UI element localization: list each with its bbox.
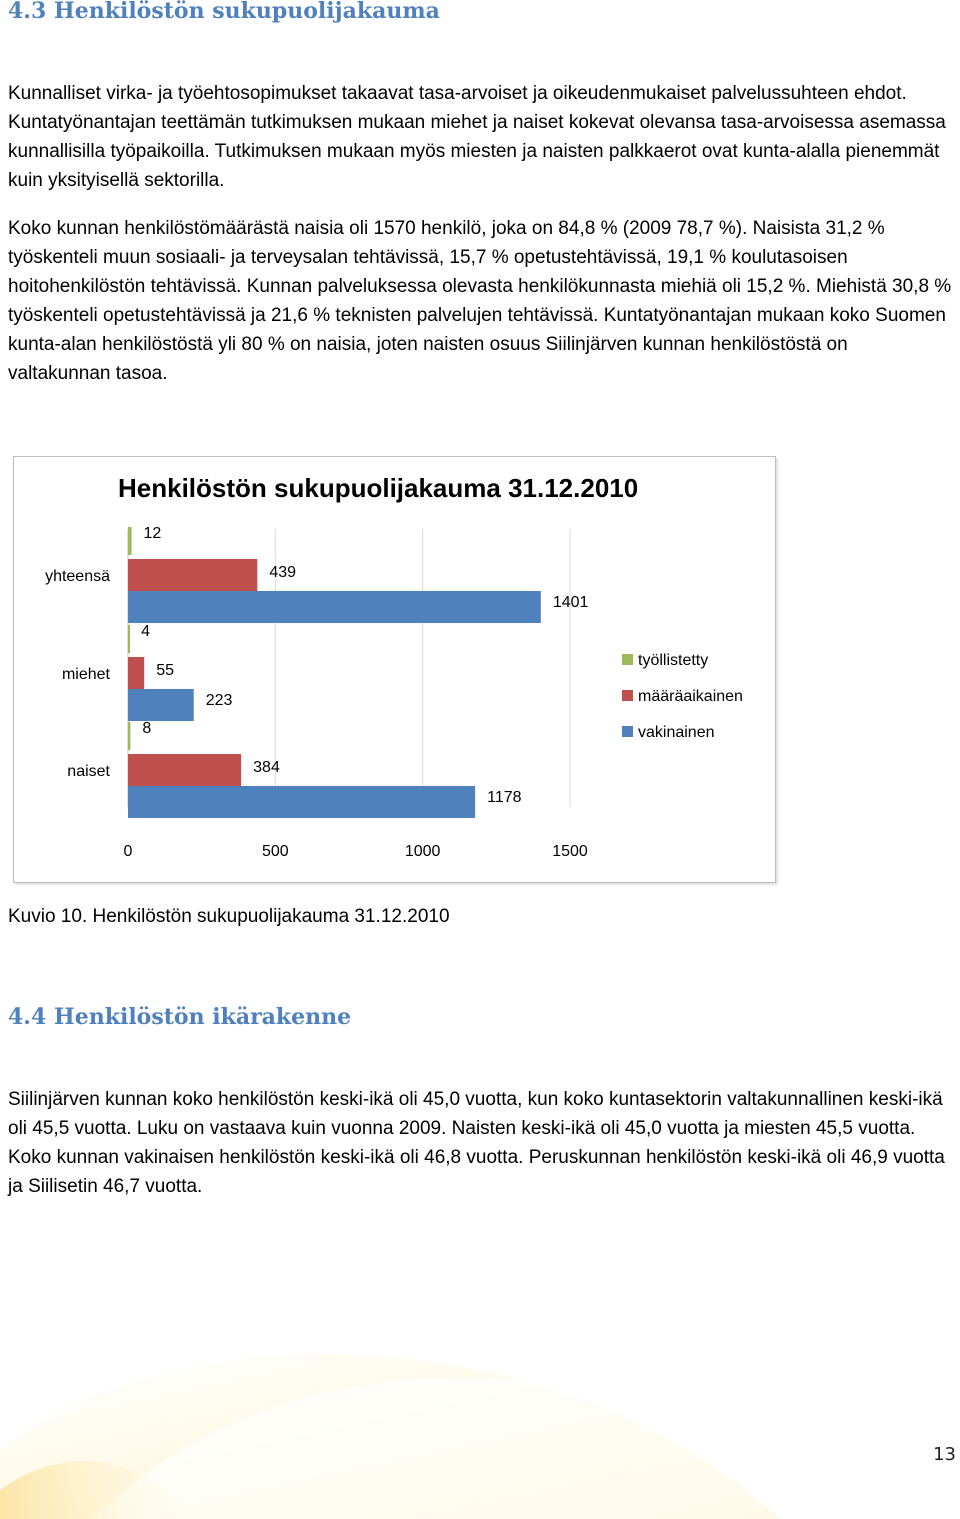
bar-vakinainen: [128, 786, 475, 818]
decorative-background: [0, 1300, 960, 1519]
bar-määräaikainen: [128, 657, 144, 689]
chart-canvas: [14, 457, 775, 882]
bar-työllistetty: [128, 722, 130, 750]
data-label: 1178: [487, 789, 522, 806]
data-label: 8: [142, 720, 152, 737]
legend-label: määräaikainen: [638, 688, 743, 705]
gender-chart: [13, 456, 776, 883]
legend-label: vakinainen: [638, 724, 715, 741]
legend-swatch: [622, 654, 633, 665]
x-tick-label: 0: [123, 843, 133, 860]
bar-työllistetty: [128, 625, 130, 653]
data-label: 55: [156, 662, 175, 679]
x-tick-label: 1000: [404, 843, 441, 860]
data-label: 223: [205, 692, 233, 709]
decorative-swoosh: [0, 1300, 960, 1519]
bar-määräaikainen: [128, 559, 257, 591]
data-label: 1401: [552, 594, 589, 611]
section-heading-age: 4.4 Henkilöstön ikärakenne: [8, 1004, 352, 1030]
category-label: yhteensä: [45, 568, 110, 585]
bar-työllistetty: [128, 527, 132, 555]
x-tick-label: 1500: [552, 843, 588, 860]
x-tick-label: 500: [261, 843, 289, 860]
chart-title: Henkilöstön sukupuolijakauma 31.12.2010: [118, 473, 639, 503]
legend-swatch: [622, 726, 633, 737]
bar-vakinainen: [128, 591, 541, 623]
data-label: 439: [269, 564, 297, 581]
bar-vakinainen: [128, 689, 194, 721]
paragraph-intro: Kunnalliset virka- ja työehtosopimukset takaavat tasa-arvoiset ja oikeudenmukaiset palvelussuhteen ehdot. Kuntatyönantajan teettämän tutkimuksen mukaan miehet ja naiset kokevat olevansa tasa-arvoisessa asemassa kunnallisilla työpaikoilla. Tutkimuksen mukaan myös miesten ja naisten palkkaerot ovat kunta-alalla pienemmät kuin yksityisellä sektorilla.: [8, 83, 946, 191]
section-heading-gender: 4.3 Henkilöstön sukupuolijakauma: [8, 0, 440, 24]
data-label: 384: [253, 759, 280, 776]
page-number: 13: [933, 1444, 956, 1465]
paragraph-statistics: Koko kunnan henkilöstömäärästä naisia oli 1570 henkilö, joka on 84,8 % (2009 78,7 %). Naisista 31,2 % työskenteli muun sosiaali- ja terveysalan tehtävissä, 15,7 % opetustehtävissä, 19,1 % koulutasoisen hoitohenkilöstön tehtävissä. Kunnan palveluksessa olevasta henkilökunnasta miehiä oli 15,2 %. Miehistä 30,8 % työskenteli opetustehtävissä ja 21,6 % teknisten palvelujen tehtävissä. Kuntatyönantajan mukaan koko Suomen kunta-alan henkilöstöstä yli 80 % on naisia, joten naisten osuus Siilinjärven kunnan henkilöstöstä on valtakunnan tasoa.: [8, 218, 952, 384]
data-label: 4: [141, 623, 151, 640]
bar-määräaikainen: [128, 754, 241, 786]
data-label: 12: [143, 525, 162, 542]
paragraph-age: Siilinjärven kunnan koko henkilöstön keski-ikä oli 45,0 vuotta, kun koko kuntasektorin valtakunnallinen keski-ikä oli 45,5 vuotta. Luku on vastaava kuin vuonna 2009. Naisten keski-ikä oli 45,0 vuotta ja miesten 45,5 vuotta. Koko kunnan vakinaisen henkilöstön keski-ikä oli 46,8 vuotta. Peruskunnan henkilöstön keski-ikä oli 46,9 vuotta ja Siilisetin 46,7 vuotta.: [8, 1089, 945, 1197]
legend-swatch: [622, 690, 633, 701]
legend-label: työllistetty: [638, 652, 709, 669]
figure-caption: Kuvio 10. Henkilöstön sukupuolijakauma 31.12.2010: [8, 906, 450, 927]
category-label: naiset: [67, 763, 110, 780]
category-label: miehet: [61, 666, 110, 683]
